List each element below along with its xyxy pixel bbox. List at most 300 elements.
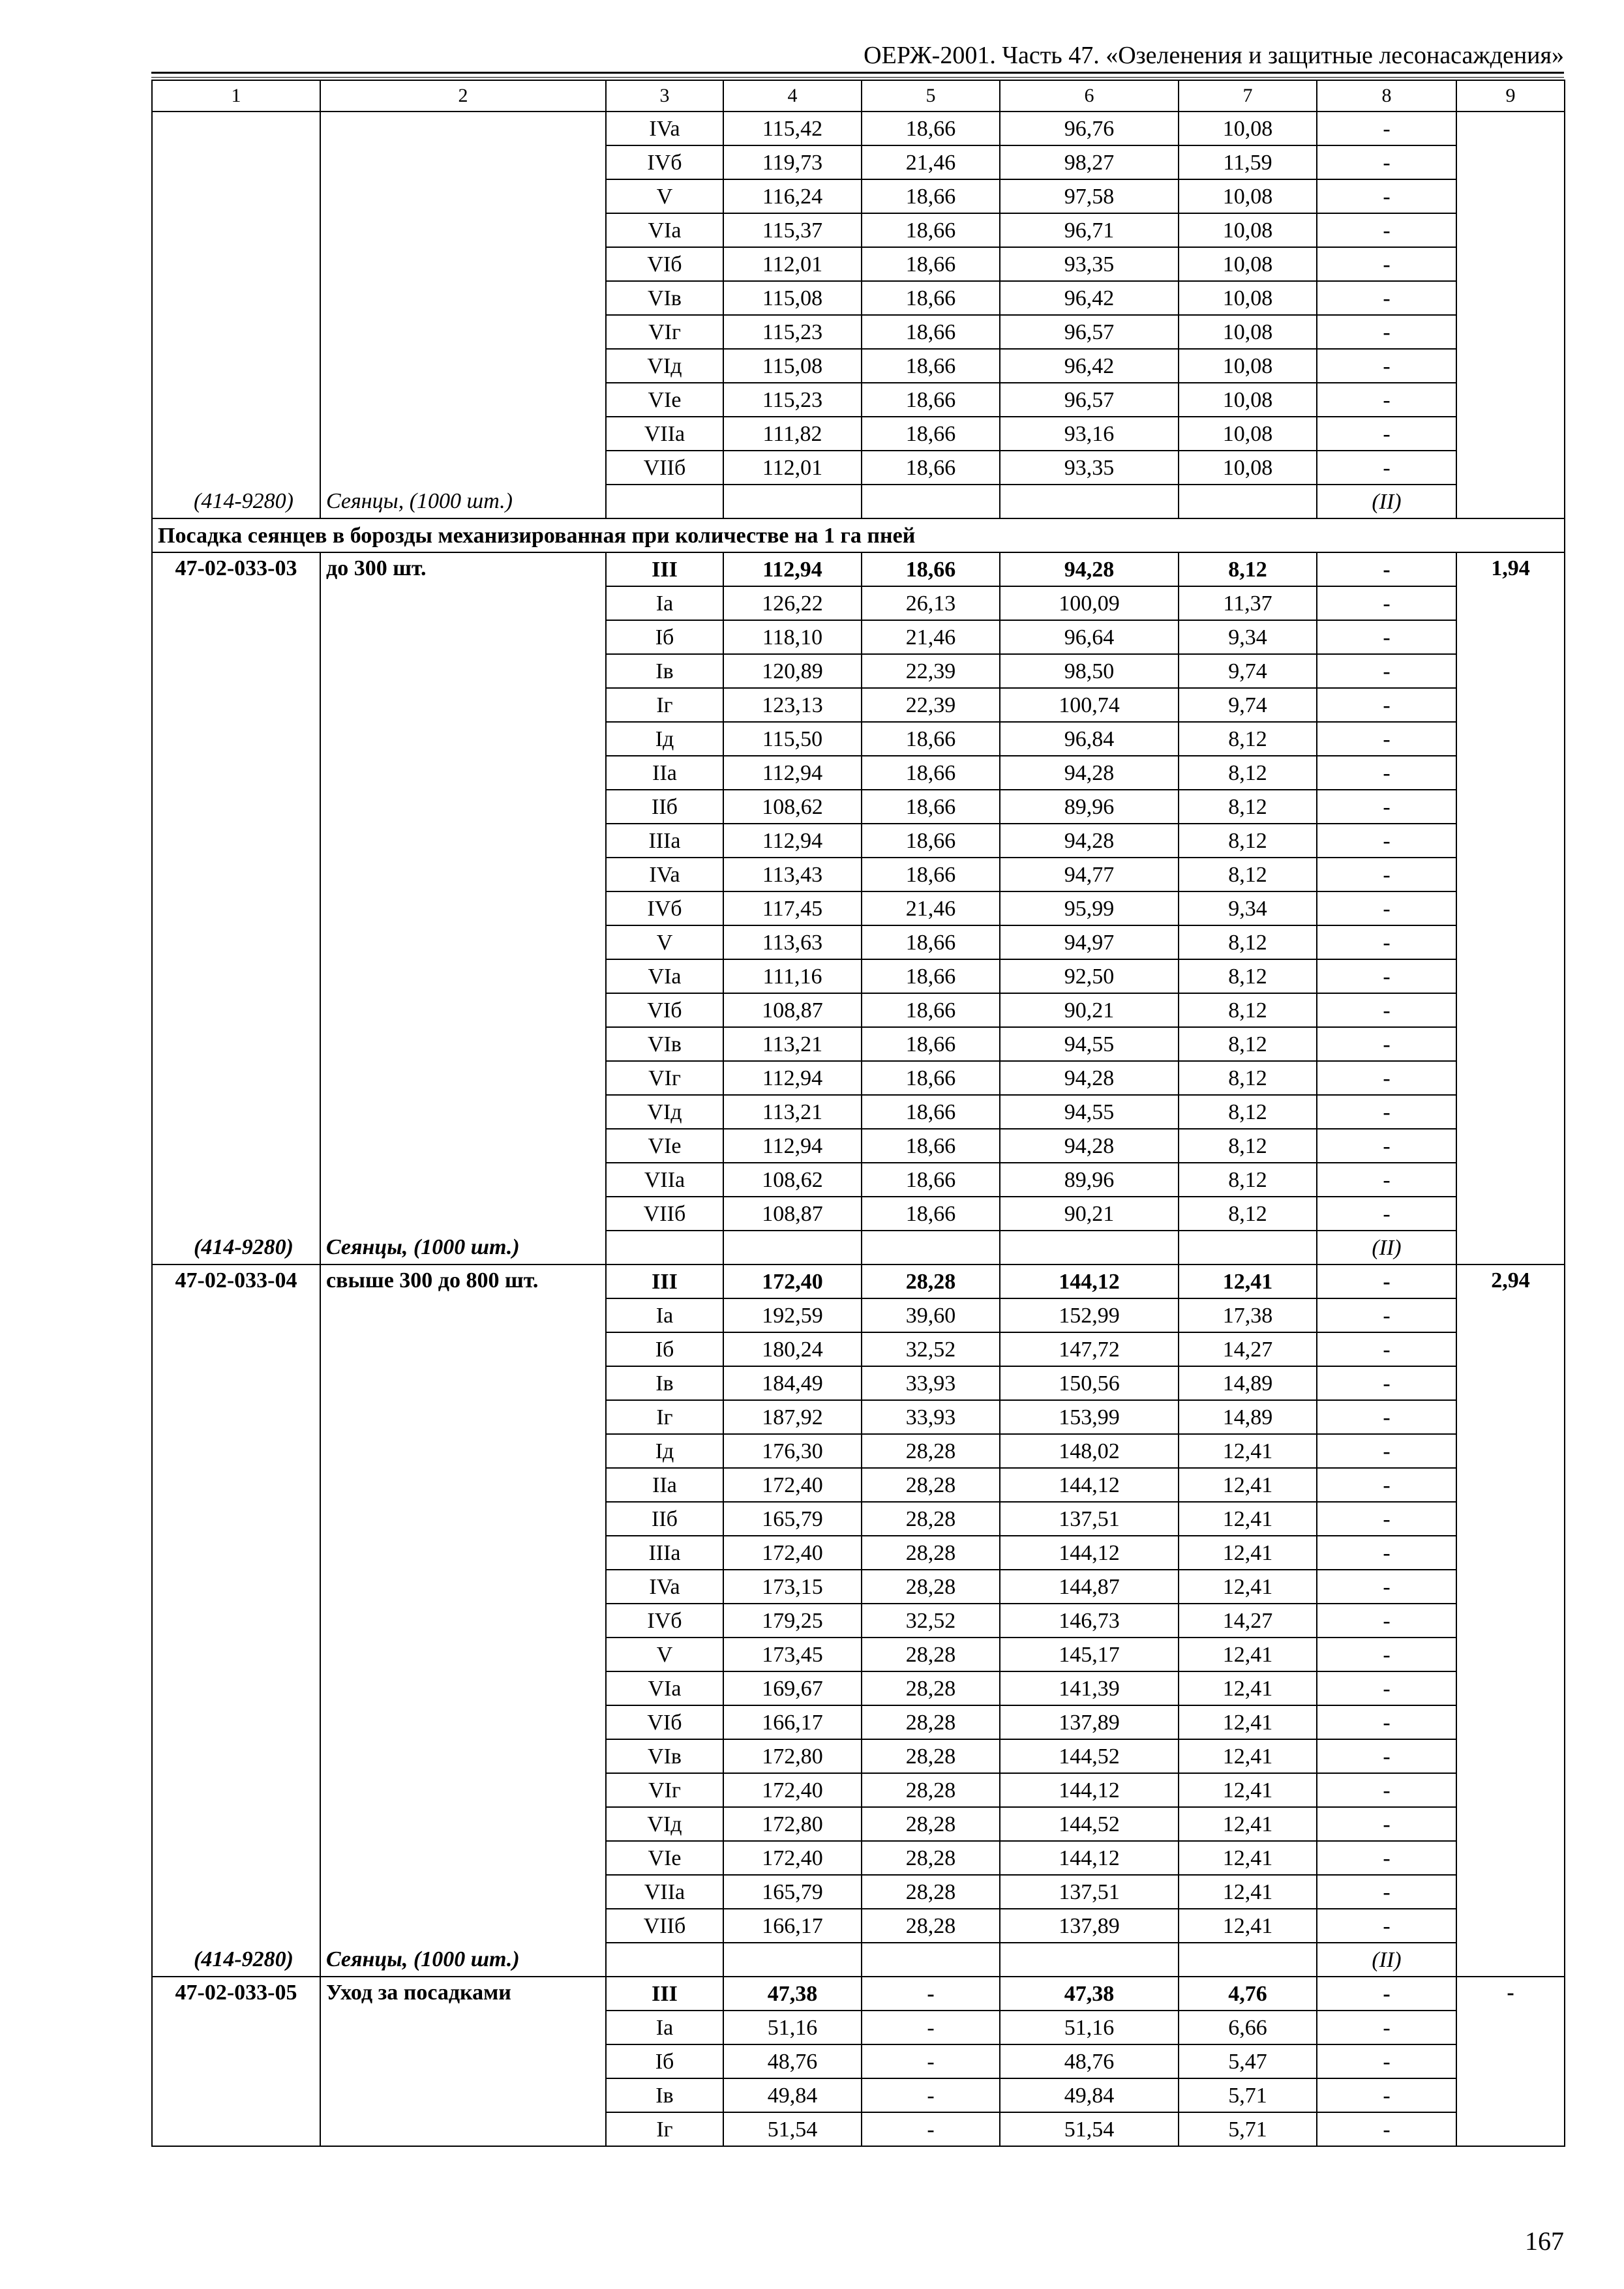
value-cell: 12,41: [1179, 1841, 1317, 1875]
name-cell: [320, 112, 606, 518]
zone-cell: VIe: [606, 383, 723, 417]
value-cell: 33,93: [862, 1366, 1000, 1400]
value-cell: -: [1317, 1977, 1456, 2011]
value-cell: 18,66: [862, 756, 1000, 790]
value-cell: 12,41: [1179, 1739, 1317, 1773]
value-cell: 147,72: [1000, 1332, 1179, 1366]
value-cell: 144,12: [1000, 1773, 1179, 1807]
zone-cell: VIe: [606, 1841, 723, 1875]
value-cell: 112,94: [723, 1129, 862, 1163]
value-cell: 28,28: [862, 1264, 1000, 1298]
value-cell: 18,66: [862, 179, 1000, 213]
value-cell: 12,41: [1179, 1570, 1317, 1604]
header-rule: [151, 72, 1564, 74]
zone-cell: IIa: [606, 756, 723, 790]
code-cell: [152, 112, 320, 518]
value-cell: 123,13: [723, 688, 862, 722]
value-cell: 51,54: [723, 2112, 862, 2146]
table-row: [152, 1977, 1565, 2011]
zone-cell: IVб: [606, 145, 723, 179]
value-cell: 12,41: [1179, 1536, 1317, 1570]
value-cell: 144,12: [1000, 1536, 1179, 1570]
value-cell: 28,28: [862, 1875, 1000, 1909]
value-cell: 144,12: [1000, 1468, 1179, 1502]
column-number: 3: [606, 80, 723, 112]
value-cell: 94,28: [1000, 1061, 1179, 1095]
zone-cell: IIIa: [606, 824, 723, 858]
zone-cell: VIг: [606, 1773, 723, 1807]
value-cell: 115,37: [723, 213, 862, 247]
value-cell: 8,12: [1179, 858, 1317, 891]
value-cell: -: [1317, 2078, 1456, 2112]
value-cell: -: [1317, 1773, 1456, 1807]
value-cell: 176,30: [723, 1434, 862, 1468]
empty-cell: [606, 1231, 723, 1264]
value-cell: 18,66: [862, 925, 1000, 959]
value-cell: 18,66: [862, 790, 1000, 824]
empty-cell: [1000, 1231, 1179, 1264]
value-cell: 148,02: [1000, 1434, 1179, 1468]
table-row: [152, 552, 1565, 586]
value-cell: -: [862, 2044, 1000, 2078]
value-cell: 137,89: [1000, 1705, 1179, 1739]
value-cell: 112,94: [723, 1061, 862, 1095]
value-cell: 28,28: [862, 1807, 1000, 1841]
value-cell: 12,41: [1179, 1909, 1317, 1943]
value-cell: 108,62: [723, 790, 862, 824]
value-cell: 112,01: [723, 451, 862, 485]
value-cell: 14,89: [1179, 1366, 1317, 1400]
value-cell: -: [1317, 1061, 1456, 1095]
value-cell: 113,21: [723, 1095, 862, 1129]
value-cell: 144,12: [1000, 1264, 1179, 1298]
value-cell: -: [1317, 688, 1456, 722]
zone-cell: Ia: [606, 2011, 723, 2044]
value-cell: 8,12: [1179, 552, 1317, 586]
value-cell: 108,62: [723, 1163, 862, 1197]
value-cell: 18,66: [862, 959, 1000, 993]
value-cell: 18,66: [862, 451, 1000, 485]
zone-cell: Iб: [606, 1332, 723, 1366]
zone-cell: IIIa: [606, 1536, 723, 1570]
value-cell: 173,15: [723, 1570, 862, 1604]
empty-cell: [1179, 1943, 1317, 1977]
zone-cell: VIв: [606, 1027, 723, 1061]
value-cell: 12,41: [1179, 1773, 1317, 1807]
value-cell: 112,94: [723, 756, 862, 790]
value-cell: -: [1317, 247, 1456, 281]
value-cell: 10,08: [1179, 383, 1317, 417]
material-name: Сеянцы, (1000 шт.): [326, 1947, 520, 1971]
value-cell: 10,08: [1179, 417, 1317, 451]
rate-name: свыше 300 до 800 шт.: [326, 1268, 539, 1293]
value-cell: -: [1317, 993, 1456, 1027]
value-cell: 28,28: [862, 1536, 1000, 1570]
value-cell: 18,66: [862, 824, 1000, 858]
value-cell: 94,55: [1000, 1095, 1179, 1129]
rate-name: Уход за посадками: [326, 1981, 511, 2005]
value-cell: -: [1317, 620, 1456, 654]
zone-cell: VIa: [606, 959, 723, 993]
value-cell: -: [1317, 722, 1456, 756]
value-cell: 172,40: [723, 1773, 862, 1807]
value-cell: 12,41: [1179, 1468, 1317, 1502]
value-cell: 165,79: [723, 1875, 862, 1909]
value-cell: 18,66: [862, 993, 1000, 1027]
value-cell: 137,89: [1000, 1909, 1179, 1943]
value-cell: 118,10: [723, 620, 862, 654]
material-name: Сеянцы, (1000 шт.): [326, 489, 513, 513]
value-cell: 115,08: [723, 349, 862, 383]
zone-cell: VIIa: [606, 1163, 723, 1197]
value-cell: 172,40: [723, 1264, 862, 1298]
material-class: (II): [1317, 485, 1456, 518]
value-cell: 12,41: [1179, 1638, 1317, 1671]
value-cell: 173,45: [723, 1638, 862, 1671]
value-cell: 28,28: [862, 1502, 1000, 1536]
value-cell: 5,47: [1179, 2044, 1317, 2078]
value-cell: 28,28: [862, 1468, 1000, 1502]
value-cell: 28,28: [862, 1671, 1000, 1705]
column-number: 8: [1317, 80, 1456, 112]
zone-cell: VIд: [606, 1095, 723, 1129]
value-cell: 10,08: [1179, 179, 1317, 213]
value-cell: 10,08: [1179, 315, 1317, 349]
zone-cell: VIIa: [606, 417, 723, 451]
table-row: [152, 112, 1565, 145]
value-cell: 12,41: [1179, 1807, 1317, 1841]
value-cell: -: [862, 1977, 1000, 2011]
zone-cell: V: [606, 1638, 723, 1671]
value-cell: 51,54: [1000, 2112, 1179, 2146]
value-cell: 10,08: [1179, 112, 1317, 145]
value-cell: 144,12: [1000, 1841, 1179, 1875]
value-cell: -: [1317, 1705, 1456, 1739]
value-cell: 8,12: [1179, 722, 1317, 756]
value-cell: 8,12: [1179, 1061, 1317, 1095]
zone-cell: IIб: [606, 1502, 723, 1536]
value-cell: -: [1317, 112, 1456, 145]
page-header-title: ОЕРЖ-2001. Часть 47. «Озеленения и защитные лесонасаждения»: [864, 42, 1564, 69]
value-cell: 12,41: [1179, 1434, 1317, 1468]
value-cell: 96,57: [1000, 315, 1179, 349]
empty-cell: [862, 1943, 1000, 1977]
value-cell: -: [862, 2112, 1000, 2146]
value-cell: 12,41: [1179, 1264, 1317, 1298]
zone-cell: VIIб: [606, 451, 723, 485]
material-code: (414-9280): [194, 489, 293, 513]
value-cell: 8,12: [1179, 925, 1317, 959]
zone-cell: VIб: [606, 1705, 723, 1739]
value-cell: 126,22: [723, 586, 862, 620]
zone-cell: VIIб: [606, 1909, 723, 1943]
value-cell: 94,77: [1000, 858, 1179, 891]
value-cell: 18,66: [862, 281, 1000, 315]
col9-value: -: [1456, 1977, 1565, 2146]
column-number: 4: [723, 80, 862, 112]
value-cell: 113,43: [723, 858, 862, 891]
value-cell: 120,89: [723, 654, 862, 688]
value-cell: 166,17: [723, 1909, 862, 1943]
name-cell: [320, 1264, 606, 1977]
value-cell: -: [1317, 179, 1456, 213]
name-cell: [320, 552, 606, 1264]
value-cell: 5,71: [1179, 2078, 1317, 2112]
zone-cell: VIe: [606, 1129, 723, 1163]
value-cell: -: [1317, 213, 1456, 247]
value-cell: 94,28: [1000, 552, 1179, 586]
value-cell: 18,66: [862, 1095, 1000, 1129]
empty-cell: [723, 485, 862, 518]
value-cell: 49,84: [1000, 2078, 1179, 2112]
value-cell: 4,76: [1179, 1977, 1317, 2011]
value-cell: 14,27: [1179, 1332, 1317, 1366]
value-cell: 28,28: [862, 1909, 1000, 1943]
zone-cell: Ia: [606, 1298, 723, 1332]
zone-cell: IVб: [606, 1604, 723, 1638]
value-cell: 146,73: [1000, 1604, 1179, 1638]
value-cell: 96,71: [1000, 213, 1179, 247]
value-cell: 166,17: [723, 1705, 862, 1739]
value-cell: 17,38: [1179, 1298, 1317, 1332]
value-cell: 115,42: [723, 112, 862, 145]
value-cell: -: [1317, 1163, 1456, 1197]
value-cell: -: [1317, 654, 1456, 688]
column-number: 1: [152, 80, 320, 112]
value-cell: 28,28: [862, 1705, 1000, 1739]
value-cell: 108,87: [723, 993, 862, 1027]
zone-cell: VIг: [606, 315, 723, 349]
value-cell: 28,28: [862, 1739, 1000, 1773]
value-cell: -: [1317, 1536, 1456, 1570]
value-cell: 47,38: [723, 1977, 862, 2011]
value-cell: 94,28: [1000, 824, 1179, 858]
value-cell: 98,50: [1000, 654, 1179, 688]
zone-cell: VIб: [606, 993, 723, 1027]
value-cell: 10,08: [1179, 451, 1317, 485]
value-cell: 33,93: [862, 1400, 1000, 1434]
value-cell: 96,76: [1000, 112, 1179, 145]
value-cell: 21,46: [862, 891, 1000, 925]
value-cell: -: [1317, 315, 1456, 349]
zone-cell: VIв: [606, 281, 723, 315]
material-code: (414-9280): [194, 1235, 293, 1259]
value-cell: -: [1317, 1298, 1456, 1332]
value-cell: 144,52: [1000, 1739, 1179, 1773]
value-cell: 18,66: [862, 722, 1000, 756]
value-cell: 48,76: [1000, 2044, 1179, 2078]
value-cell: 10,08: [1179, 213, 1317, 247]
value-cell: -: [1317, 451, 1456, 485]
value-cell: 18,66: [862, 858, 1000, 891]
zone-cell: Iг: [606, 2112, 723, 2146]
price-table: [151, 80, 1565, 2147]
zone-cell: VIa: [606, 1671, 723, 1705]
value-cell: 51,16: [1000, 2011, 1179, 2044]
value-cell: -: [1317, 1027, 1456, 1061]
value-cell: 111,82: [723, 417, 862, 451]
value-cell: -: [1317, 349, 1456, 383]
value-cell: -: [1317, 1739, 1456, 1773]
column-number-row: [152, 80, 1565, 112]
value-cell: 51,16: [723, 2011, 862, 2044]
zone-cell: Iв: [606, 654, 723, 688]
value-cell: 94,55: [1000, 1027, 1179, 1061]
value-cell: 22,39: [862, 688, 1000, 722]
value-cell: 28,28: [862, 1434, 1000, 1468]
name-cell: [320, 1977, 606, 2146]
column-number: 6: [1000, 80, 1179, 112]
value-cell: -: [1317, 1468, 1456, 1502]
zone-cell: IIб: [606, 790, 723, 824]
value-cell: 49,84: [723, 2078, 862, 2112]
value-cell: -: [1317, 1875, 1456, 1909]
value-cell: -: [1317, 959, 1456, 993]
value-cell: 113,21: [723, 1027, 862, 1061]
value-cell: 152,99: [1000, 1298, 1179, 1332]
value-cell: -: [1317, 1366, 1456, 1400]
zone-cell: IVa: [606, 1570, 723, 1604]
zone-cell: III: [606, 552, 723, 586]
rate-code: 47-02-033-03: [175, 556, 297, 580]
page-number: 167: [1525, 2226, 1564, 2256]
value-cell: 32,52: [862, 1332, 1000, 1366]
rate-code: 47-02-033-04: [175, 1268, 297, 1293]
value-cell: 108,87: [723, 1197, 862, 1231]
empty-cell: [606, 485, 723, 518]
zone-cell: Iв: [606, 2078, 723, 2112]
value-cell: 48,76: [723, 2044, 862, 2078]
value-cell: 89,96: [1000, 790, 1179, 824]
value-cell: 153,99: [1000, 1400, 1179, 1434]
value-cell: -: [1317, 1909, 1456, 1943]
value-cell: 165,79: [723, 1502, 862, 1536]
value-cell: 90,21: [1000, 1197, 1179, 1231]
value-cell: -: [1317, 824, 1456, 858]
value-cell: 11,59: [1179, 145, 1317, 179]
value-cell: 18,66: [862, 1163, 1000, 1197]
value-cell: 18,66: [862, 213, 1000, 247]
value-cell: 21,46: [862, 620, 1000, 654]
zone-cell: Iд: [606, 722, 723, 756]
column-number: 9: [1456, 80, 1565, 112]
value-cell: -: [1317, 925, 1456, 959]
value-cell: 98,27: [1000, 145, 1179, 179]
value-cell: -: [1317, 1570, 1456, 1604]
value-cell: 10,08: [1179, 281, 1317, 315]
value-cell: -: [1317, 1197, 1456, 1231]
value-cell: 184,49: [723, 1366, 862, 1400]
value-cell: 116,24: [723, 179, 862, 213]
column-number: 2: [320, 80, 606, 112]
material-class: (II): [1317, 1231, 1456, 1264]
value-cell: -: [1317, 756, 1456, 790]
material-code: (414-9280): [194, 1947, 293, 1971]
value-cell: 26,13: [862, 586, 1000, 620]
value-cell: 8,12: [1179, 1163, 1317, 1197]
zone-cell: VIIa: [606, 1875, 723, 1909]
value-cell: 93,35: [1000, 451, 1179, 485]
value-cell: 18,66: [862, 349, 1000, 383]
value-cell: 90,21: [1000, 993, 1179, 1027]
zone-cell: VIб: [606, 247, 723, 281]
value-cell: 150,56: [1000, 1366, 1179, 1400]
zone-cell: IIa: [606, 1468, 723, 1502]
value-cell: 119,73: [723, 145, 862, 179]
zone-cell: Iг: [606, 1400, 723, 1434]
table-row: [152, 1264, 1565, 1298]
value-cell: 172,40: [723, 1468, 862, 1502]
code-cell: [152, 1264, 320, 1977]
value-cell: 18,66: [862, 552, 1000, 586]
col9-value: 1,94: [1456, 552, 1565, 1264]
value-cell: -: [1317, 790, 1456, 824]
value-cell: 93,35: [1000, 247, 1179, 281]
value-cell: -: [1317, 2112, 1456, 2146]
empty-cell: [723, 1231, 862, 1264]
value-cell: 10,08: [1179, 349, 1317, 383]
value-cell: -: [1317, 1095, 1456, 1129]
value-cell: 28,28: [862, 1570, 1000, 1604]
value-cell: -: [1317, 1502, 1456, 1536]
value-cell: 8,12: [1179, 993, 1317, 1027]
value-cell: 172,40: [723, 1536, 862, 1570]
empty-cell: [723, 1943, 862, 1977]
value-cell: 115,50: [723, 722, 862, 756]
value-cell: 18,66: [862, 383, 1000, 417]
zone-cell: Iб: [606, 2044, 723, 2078]
col9-cell: [1456, 112, 1565, 518]
value-cell: -: [1317, 417, 1456, 451]
code-cell: [152, 552, 320, 1264]
value-cell: 180,24: [723, 1332, 862, 1366]
value-cell: -: [1317, 858, 1456, 891]
value-cell: 21,46: [862, 145, 1000, 179]
value-cell: 94,28: [1000, 1129, 1179, 1163]
value-cell: 8,12: [1179, 1197, 1317, 1231]
empty-cell: [606, 1943, 723, 1977]
value-cell: -: [1317, 1841, 1456, 1875]
value-cell: 187,92: [723, 1400, 862, 1434]
zone-cell: V: [606, 179, 723, 213]
empty-cell: [1000, 1943, 1179, 1977]
value-cell: 94,97: [1000, 925, 1179, 959]
value-cell: 22,39: [862, 654, 1000, 688]
value-cell: 144,87: [1000, 1570, 1179, 1604]
value-cell: 18,66: [862, 1197, 1000, 1231]
value-cell: -: [1317, 281, 1456, 315]
value-cell: 9,34: [1179, 891, 1317, 925]
column-number: 5: [862, 80, 1000, 112]
rate-code: 47-02-033-05: [175, 1981, 297, 2005]
empty-cell: [1179, 485, 1317, 518]
zone-cell: Iв: [606, 1366, 723, 1400]
value-cell: 96,84: [1000, 722, 1179, 756]
col9-value: 2,94: [1456, 1264, 1565, 1977]
value-cell: 137,51: [1000, 1502, 1179, 1536]
value-cell: 100,74: [1000, 688, 1179, 722]
value-cell: -: [1317, 383, 1456, 417]
value-cell: -: [1317, 586, 1456, 620]
zone-cell: VIд: [606, 1807, 723, 1841]
value-cell: -: [1317, 1332, 1456, 1366]
value-cell: 12,41: [1179, 1705, 1317, 1739]
value-cell: 39,60: [862, 1298, 1000, 1332]
value-cell: 117,45: [723, 891, 862, 925]
value-cell: 18,66: [862, 112, 1000, 145]
value-cell: 18,66: [862, 1061, 1000, 1095]
empty-cell: [1000, 485, 1179, 518]
